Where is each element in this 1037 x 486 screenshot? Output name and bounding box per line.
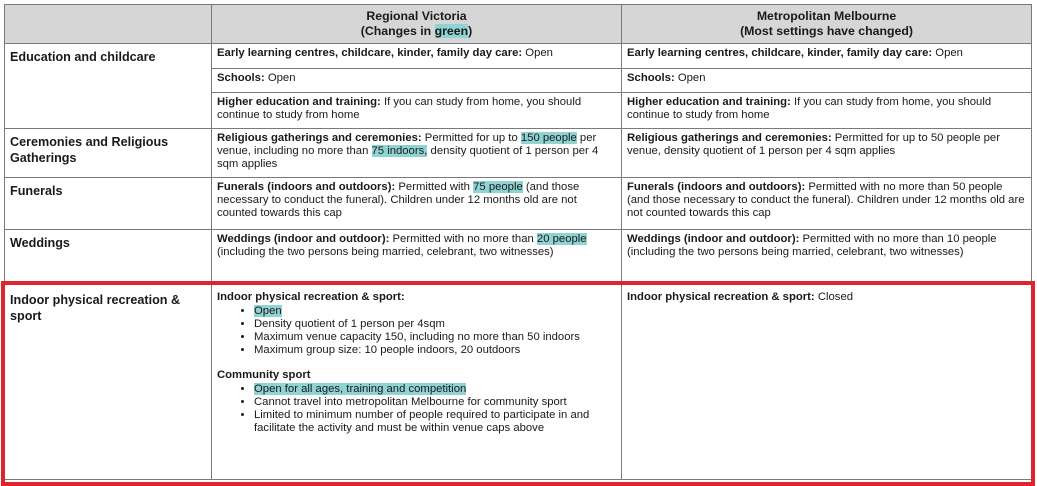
education-row-early — [5, 44, 1032, 69]
weddings-row — [5, 230, 1032, 282]
community-sport-list — [217, 383, 615, 435]
header-blank-cell — [5, 5, 212, 44]
metro-indoor-sport: Indoor physical recreation & sport: Closed — [622, 282, 1032, 480]
category-indoor-sport: Indoor physical recreation & sport — [5, 282, 212, 480]
header-metro — [622, 5, 1032, 44]
regional-early-learning: Early learning centres, childcare, kinder, family day care: Open — [212, 44, 622, 69]
list-item: • Open — [254, 305, 615, 318]
indoor-sport-heading: Indoor physical recreation & sport: — [217, 291, 405, 303]
metro-early-learning: Early learning centres, childcare, kinder, family day care: Open — [622, 44, 1032, 69]
community-sport-heading: Community sport — [217, 369, 311, 381]
category-ceremonies: Ceremonies and Religious Gatherings — [5, 129, 212, 178]
list-item: • Open for all ages, training and competition — [254, 383, 615, 396]
indoor-sport-list — [217, 305, 615, 357]
list-item: • Density quotient of 1 person per 4sqm — [254, 318, 615, 331]
metro-higher-education: Higher education and training: If you can study from home, you should continue to study from home — [622, 93, 1032, 129]
list-item: • Maximum venue capacity 150, including no more than 50 indoors — [254, 331, 615, 344]
list-item: • Maximum group size: 10 people indoors, 20 outdoors — [254, 344, 615, 357]
metro-funerals: Funerals (indoors and outdoors): Permitted with no more than 50 people (and those necessary to conduct the funeral). Children under 12 months old are not counted towards this cap — [622, 178, 1032, 230]
regional-higher-education: Higher education and training: If you can study from home, you should continue to study from home — [212, 93, 622, 129]
regional-schools: Schools: Open — [212, 69, 622, 93]
header-regional-subtitle: (Changes in green) — [360, 24, 473, 38]
indoor-sport-row — [5, 282, 1032, 480]
regional-ceremonies: Religious gatherings and ceremonies: Permitted for up to 150 people per venue, including no more than 75 indoors, density quotient of 1 person per 4 sqm applies — [212, 129, 622, 178]
list-item: • Cannot travel into metropolitan Melbourne for community sport — [254, 396, 615, 409]
regional-weddings: Weddings (indoor and outdoor): Permitted with no more than 20 people (including the two persons being married, celebrant, two witnesses) — [212, 230, 622, 282]
header-metro-subtitle: (Most settings have changed) — [740, 24, 913, 38]
green-highlight: green — [434, 24, 469, 38]
header-regional — [212, 5, 622, 44]
category-funerals: Funerals — [5, 178, 212, 230]
metro-ceremonies: Religious gatherings and ceremonies: Permitted for up to 50 people per venue, density quotient of 1 person per 4 sqm applies — [622, 129, 1032, 178]
metro-schools: Schools: Open — [622, 69, 1032, 93]
metro-weddings: Weddings (indoor and outdoor): Permitted with no more than 10 people (including the two persons being married, celebrant, two witnesses) — [622, 230, 1032, 282]
funerals-row — [5, 178, 1032, 230]
list-item: • Limited to minimum number of people required to participate in and facilitate the activity and must be within venue caps above — [254, 409, 615, 435]
restrictions-table — [4, 4, 1032, 480]
ceremonies-row — [5, 129, 1032, 178]
header-regional-title: Regional Victoria — [366, 9, 467, 23]
category-education: Education and childcare — [5, 44, 212, 129]
regional-funerals: Funerals (indoors and outdoors): Permitted with 75 people (and those necessary to conduct the funeral). Children under 12 months old are not counted towards this cap — [212, 178, 622, 230]
category-weddings: Weddings — [5, 230, 212, 282]
header-metro-title: Metropolitan Melbourne — [756, 9, 897, 23]
header-row — [5, 5, 1032, 44]
regional-indoor-sport — [212, 282, 622, 480]
